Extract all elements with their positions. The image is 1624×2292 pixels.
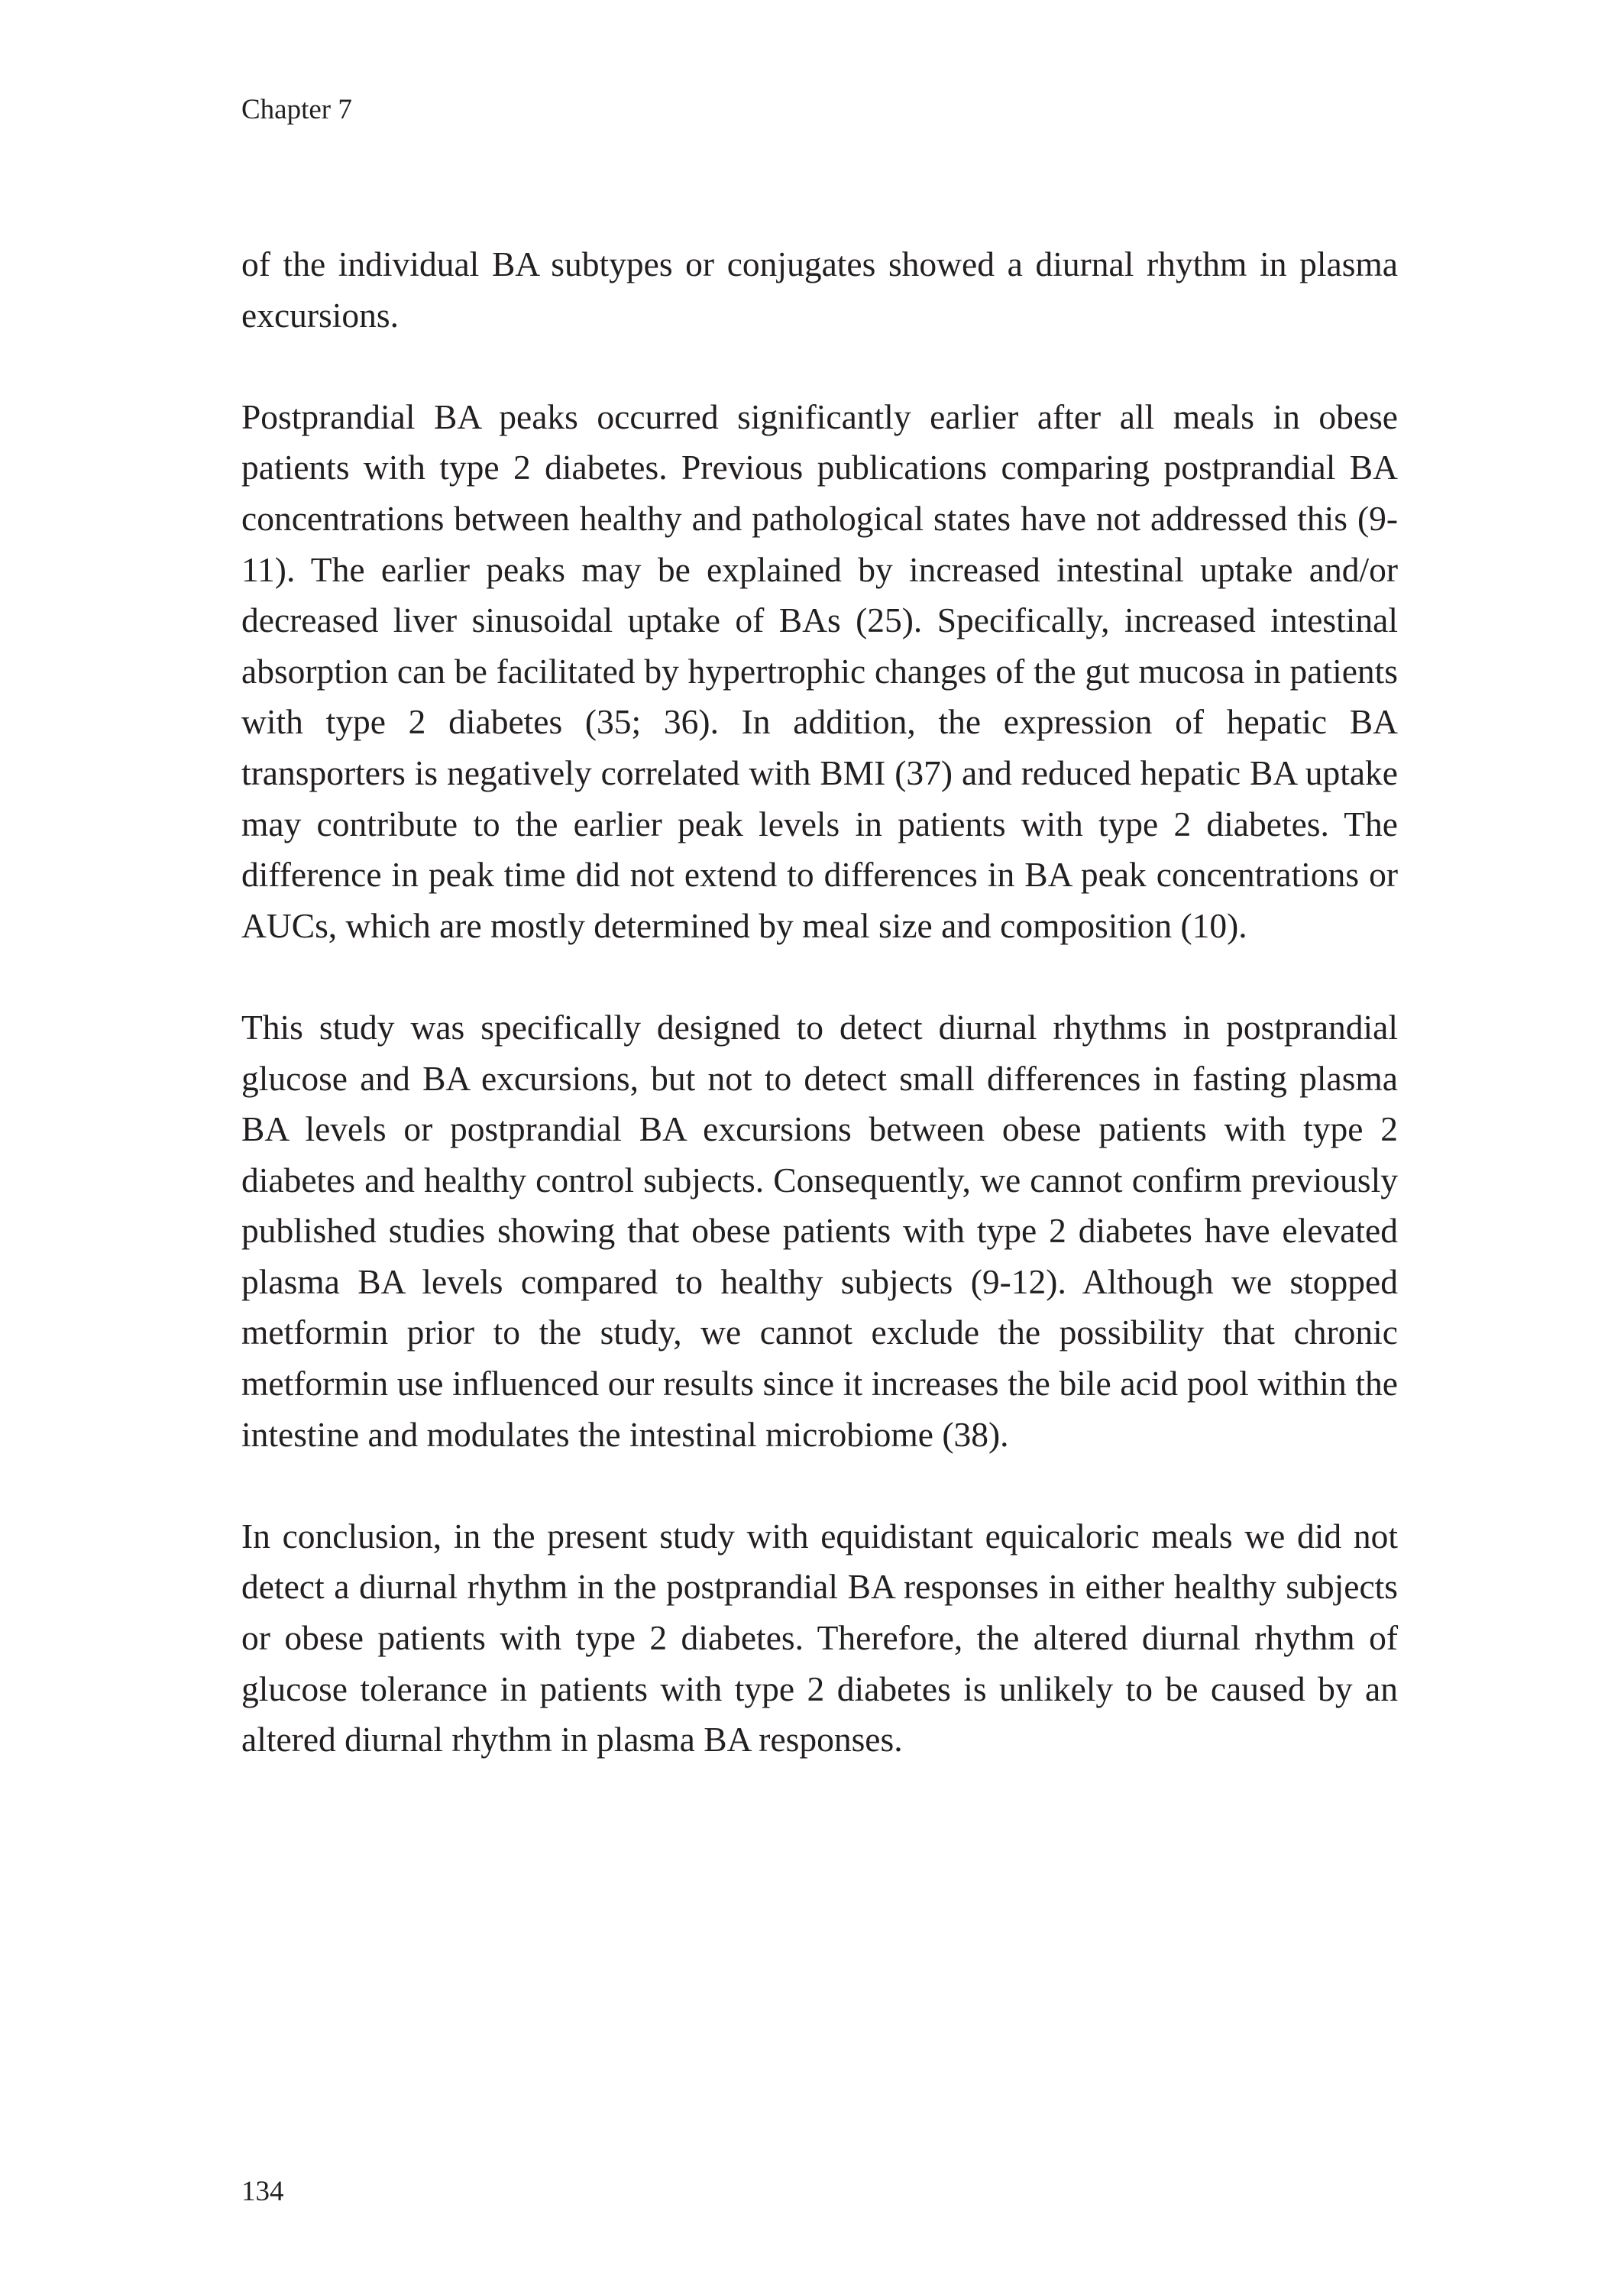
paragraph-3: This study was specifically designed to detect diurnal rhythms in postprandial glucose and BA excursions, but not to detect small differences in fasting plasma BA levels or postprandial BA excursions between obese patients with type 2 diabetes and healthy control subjects. Consequently, we cannot confirm previously published studies showing that obese patients with type 2 diabetes have elevated plasma BA levels compared to healthy subjects (9-12). Although we stopped metformin prior to the study, we cannot exclude the possibility that chronic metformin use influenced our results since it increases the bile acid pool within the intestine and modulates the intestinal microbiome (38).	[241, 1007, 1398, 1454]
page-number: 134	[241, 2176, 284, 2207]
paragraph-1: of the individual BA subtypes or conjugates showed a diurnal rhythm in plasma excursions.	[241, 244, 1398, 335]
body-text	[241, 239, 1398, 1816]
paragraph-2: Postprandial BA peaks occurred significantly earlier after all meals in obese patients with type 2 diabetes. Previous publications comparing postprandial BA concentrations between healthy and pathological states have not addressed this (9-11). The earlier peaks may be explained by increased intestinal uptake and/or decreased liver sinusoidal uptake of BAs (25). Specifically, increased intestinal absorption can be facilitated by hypertrophic changes of the gut mucosa in patients with type 2 diabetes (35; 36). In addition, the expression of hepatic BA transporters is negatively correlated with BMI (37) and reduced hepatic BA uptake may contribute to the earlier peak levels in patients with type 2 diabetes. The difference in peak time did not extend to differences in BA peak concentrations or AUCs, which are mostly determined by meal size and composition (10).	[241, 397, 1398, 945]
running-head: Chapter 7	[241, 94, 352, 125]
paragraph-4: In conclusion, in the present study with equidistant equicaloric meals we did not detect a diurnal rhythm in the postprandial BA responses in either healthy subjects or obese patients with type 2 diabetes. Therefore, the altered diurnal rhythm of glucose tolerance in patients with type 2 diabetes is unlikely to be caused by an altered diurnal rhythm in plasma BA responses.	[241, 1516, 1398, 1759]
